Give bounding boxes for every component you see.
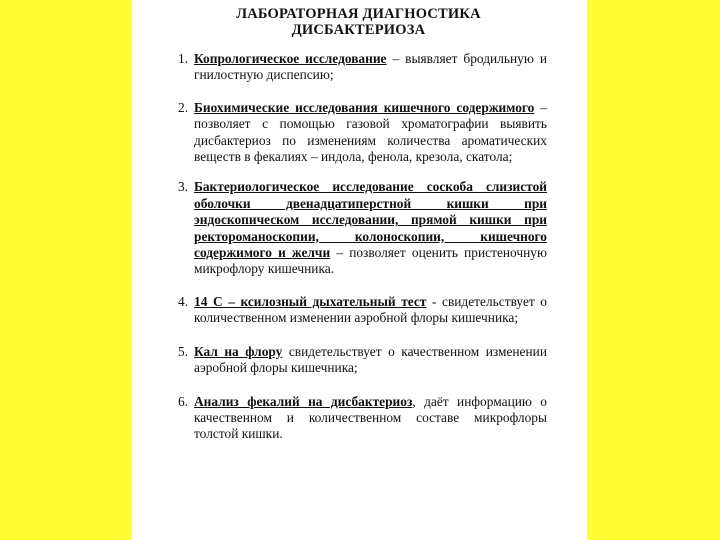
item-heading: Бактериологическое исследование соскоба слизистой оболочки двенадцатиперстной кишки при эндоскопическом исследовании, прямой кишки при ректороманоскопии, колоноскопии, кишечного содержимого и желчи [194, 179, 547, 261]
item-text: – позволяет с помощью газовой хроматографии выявить дисбактериоз по изменениям количества ароматических веществ в фекалиях – индола, фенола, крезола, скатола; [194, 99, 547, 165]
item-heading: Копрологическое исследование [194, 51, 387, 66]
item-heading: 14 С – ксилозный дыхательный тест [194, 293, 427, 309]
list-item [178, 394, 547, 443]
item-heading: Анализ фекалий на дисбактериоз [194, 393, 413, 409]
list-item [178, 100, 547, 166]
item-text: - свидетельствует о количественном изменении аэробной флоры кишечника; [194, 293, 548, 326]
item-number: 5. [178, 343, 189, 359]
title-line-2: ДИСБАКТЕРИОЗА [291, 22, 426, 38]
item-number: 1. [178, 51, 189, 66]
item-number: 2. [178, 99, 189, 115]
item-number: 6. [178, 393, 189, 409]
page-title [170, 6, 547, 38]
item-text: , даёт информацию о качественном и количественном составе микрофлоры толстой кишки. [194, 393, 548, 442]
item-heading: Биохимические исследования кишечного содержимого [194, 99, 535, 115]
list-item [178, 51, 547, 84]
item-text: – выявляет бродильную и гнилостную диспепсию; [194, 51, 547, 83]
list-item [178, 179, 547, 277]
diagnostics-list [178, 51, 547, 443]
item-heading: Кал на флору [194, 343, 283, 359]
list-item [178, 344, 547, 377]
item-text: – позволяет оценить пристеночную микрофлору кишечника. [194, 245, 548, 277]
title-line-1: ЛАБОРАТОРНАЯ ДИАГНОСТИКА [236, 6, 481, 22]
item-text: свидетельствует о качественном изменении аэробной флоры кишечника; [194, 343, 547, 376]
list-item [178, 294, 547, 327]
document-page [132, 0, 587, 540]
item-number: 4. [178, 293, 189, 309]
item-number: 3. [178, 179, 189, 195]
